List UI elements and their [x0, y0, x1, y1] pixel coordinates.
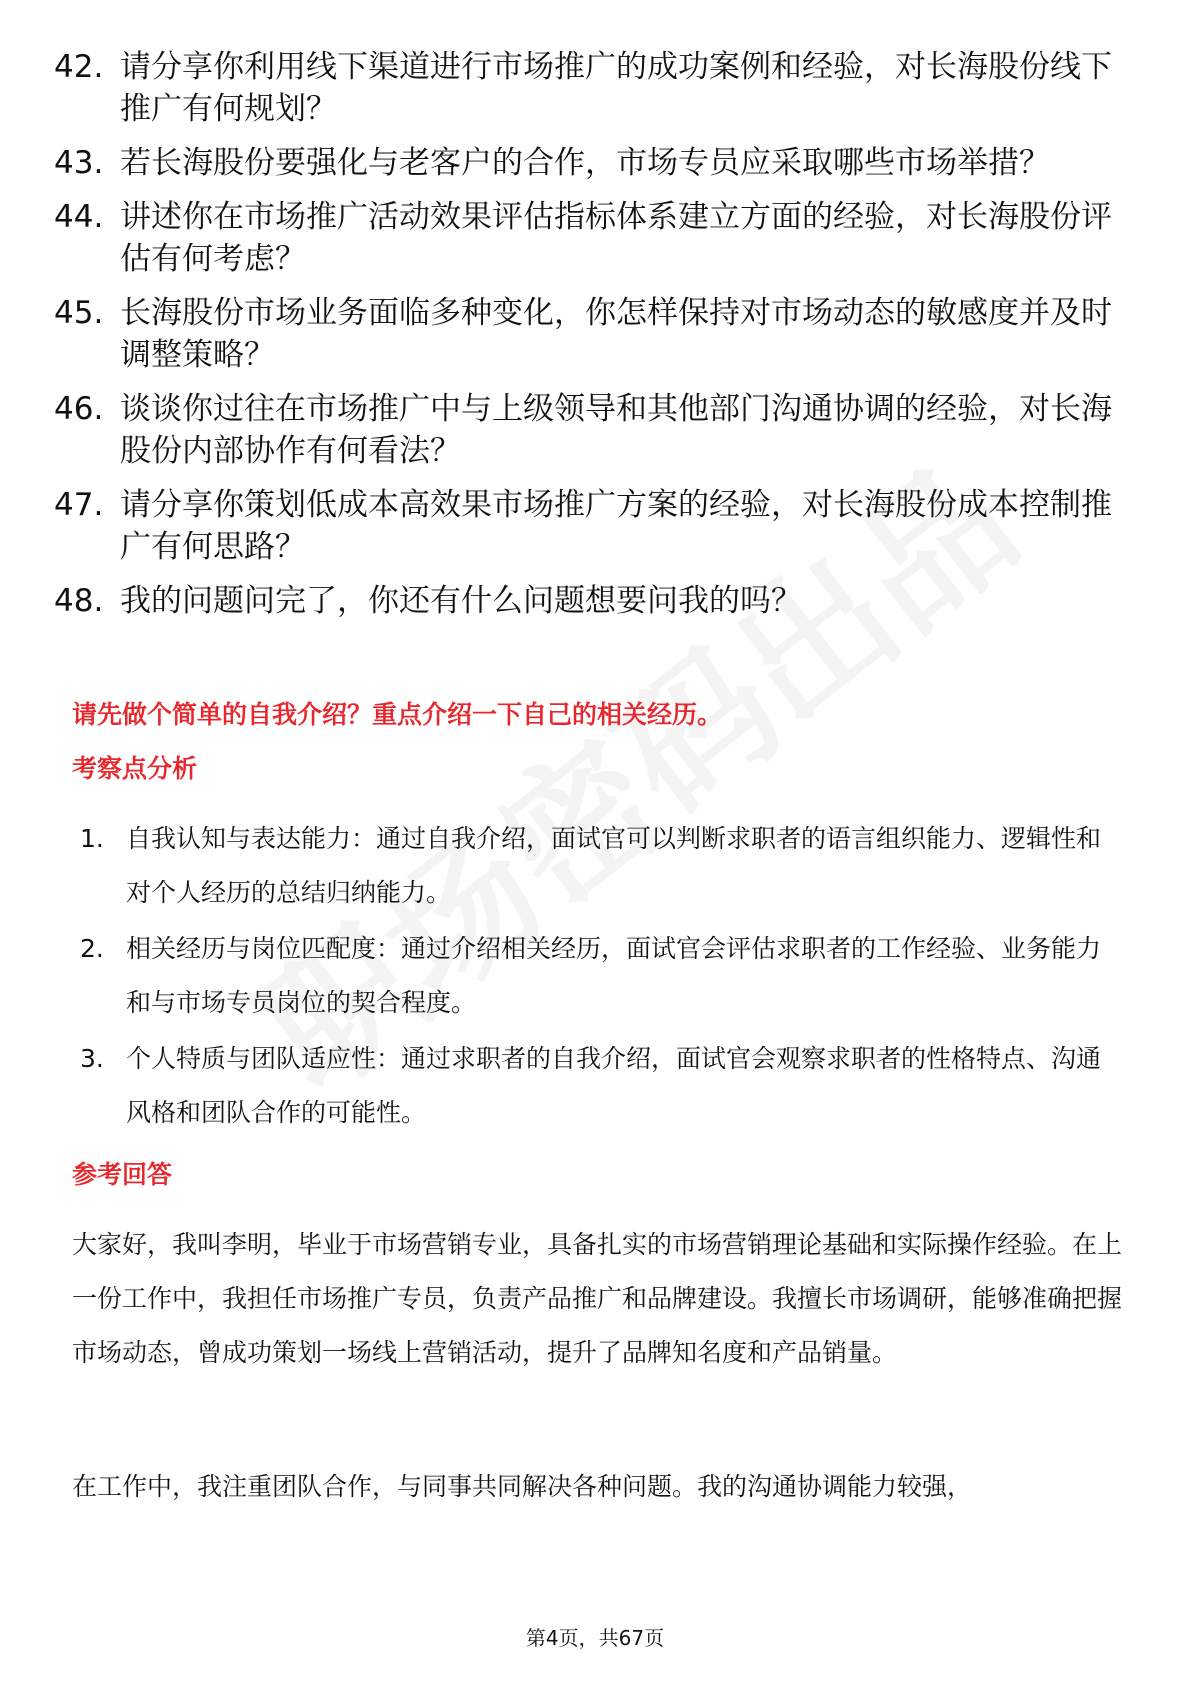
- question-item: [54, 196, 1144, 280]
- analysis-point: [80, 812, 1120, 920]
- question-number: 44.: [54, 199, 104, 235]
- question-number: 45.: [54, 295, 104, 331]
- question-number: 48.: [54, 583, 104, 619]
- point-text: 相关经历与岗位匹配度：通过介绍相关经历，面试官会评估求职者的工作经验、业务能力和与市场专员岗位的契合程度。: [126, 934, 1102, 1017]
- question-item: [54, 484, 1144, 568]
- reference-heading: 参考回答: [72, 1160, 173, 1189]
- question-number: 42.: [54, 49, 104, 85]
- question-text: 我的问题问完了，你还有什么问题想要问我的吗？: [120, 583, 802, 619]
- analysis-heading: 考察点分析: [72, 754, 198, 783]
- page-footer: 第4页，共67页: [525, 1626, 665, 1650]
- analysis-point: [80, 922, 1120, 1030]
- question-item: [54, 580, 1144, 622]
- featured-question: 请先做个简单的自我介绍？重点介绍一下自己的相关经历。: [72, 700, 723, 729]
- question-item: [54, 292, 1144, 376]
- point-number: 2.: [80, 934, 104, 963]
- question-item: [54, 388, 1144, 472]
- question-item: [54, 142, 1144, 184]
- question-number: 43.: [54, 145, 104, 181]
- question-text: 请分享你策划低成本高效果市场推广方案的经验，对长海股份成本控制推广有何思路？: [120, 487, 1112, 565]
- question-text: 谈谈你过往在市场推广中与上级领导和其他部门沟通协调的经验，对长海股份内部协作有何看法？: [120, 391, 1112, 469]
- reference-paragraph: 大家好，我叫李明，毕业于市场营销专业，具备扎实的市场营销理论基础和实际操作经验。在上一份工作中，我担任市场推广专员，负责产品推广和品牌建设。我擅长市场调研，能够准确把握市场动态，曾成功策划一场线上营销活动，提升了品牌知名度和产品销量。: [72, 1230, 1123, 1367]
- question-text: 请分享你利用线下渠道进行市场推广的成功案例和经验，对长海股份线下推广有何规划？: [120, 49, 1112, 127]
- question-text: 讲述你在市场推广活动效果评估指标体系建立方面的经验，对长海股份评估有何考虑？: [120, 199, 1112, 277]
- point-text: 个人特质与团队适应性：通过求职者的自我介绍，面试官会观察求职者的性格特点、沟通风格和团队合作的可能性。: [126, 1044, 1102, 1127]
- question-list: [54, 46, 1144, 634]
- point-number: 1.: [80, 824, 104, 853]
- point-text: 自我认知与表达能力：通过自我介绍，面试官可以判断求职者的语言组织能力、逻辑性和对个人经历的总结归纳能力。: [126, 824, 1102, 907]
- analysis-point-list: [80, 812, 1120, 1142]
- question-text: 若长海股份要强化与老客户的合作，市场专员应采取哪些市场举措？: [120, 145, 1050, 181]
- question-number: 46.: [54, 391, 104, 427]
- question-item: [54, 46, 1144, 130]
- point-number: 3.: [80, 1044, 104, 1073]
- reference-paragraph: 在工作中，我注重团队合作，与同事共同解决各种问题。我的沟通协调能力较强，: [72, 1472, 973, 1501]
- analysis-point: [80, 1032, 1120, 1140]
- question-text: 长海股份市场业务面临多种变化，你怎样保持对市场动态的敏感度并及时调整策略？: [120, 295, 1112, 373]
- question-number: 47.: [54, 487, 104, 523]
